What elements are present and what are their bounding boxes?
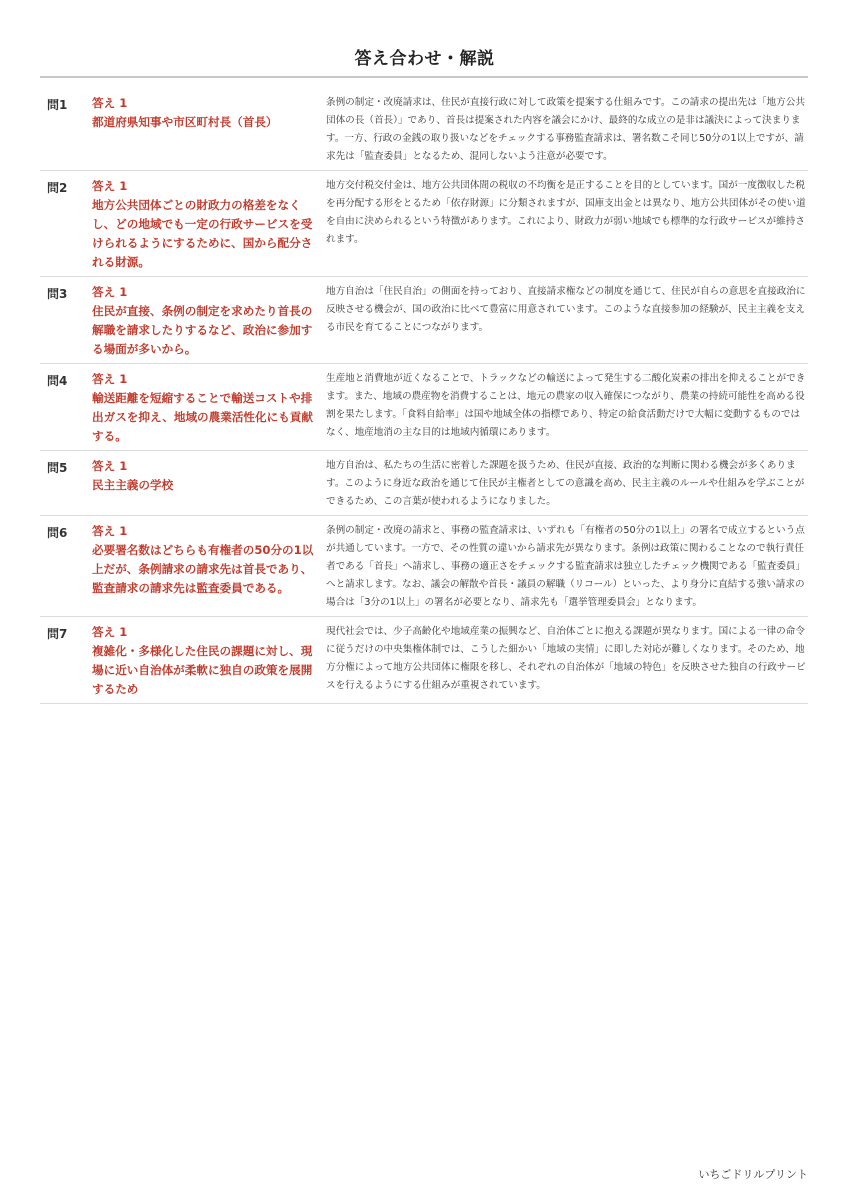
answer-block bbox=[92, 94, 326, 166]
answer-label: 答え 1 bbox=[92, 285, 128, 299]
answer-text: 都道府県知事や市区町村長（首長） bbox=[92, 115, 278, 129]
explanation-text: 地方交付税交付金は、地方公共団体間の税収の不均衡を是正することを目的としています。国が一度徴収した税を再分配する形をとるため「依存財源」に分類されますが、国庫支出金とは異なり、地方公共団体がその使い道を自由に決められるという特徴があります。これにより、財政力が弱い地域でも標準的な行政サービスが維持されます。 bbox=[326, 180, 806, 245]
question-number: 問3 bbox=[47, 287, 68, 301]
answer-block bbox=[92, 623, 326, 699]
answer-text: 民主主義の学校 bbox=[92, 478, 174, 492]
question-number: 問1 bbox=[47, 98, 68, 112]
explanation-text: 条例の制定・改廃請求は、住民が直接行政に対して政策を提案する仕組みです。この請求の提出先は「地方公共団体の長（首長）」であり、首長は提案された内容を議会にかけ、最終的な成立の是非は議決によって決まります。一方、行政の金銭の取り扱いなどをチェックする事務監査請求は、署名数こそ同じ50分の1以上ですが、請求先は「監査委員」となるため、混同しないよう注意が必要です。 bbox=[326, 97, 805, 162]
answer-row bbox=[40, 88, 808, 171]
footer-brand: いちごドリルプリント bbox=[698, 1168, 808, 1181]
explanation-text: 地方自治は、私たちの生活に密着した課題を扱うため、住民が直接、政治的な判断に関わる機会が多くあります。このように身近な政治を通じて住民が主権者としての意識を高め、民主主義のルールや仕組みを学ぶことができるため、この言葉が使われるようになりました。 bbox=[326, 460, 805, 507]
answer-label: 答え 1 bbox=[92, 459, 128, 473]
answer-text: 必要署名数はどちらも有権者の50分の1以上だが、条例請求の請求先は首長であり、監査請求の請求先は監査委員である。 bbox=[92, 543, 314, 595]
answer-text: 地方公共団体ごとの財政力の格差をなくし、どの地域でも一定の行政サービスを受けられるようにするために、国から配分される財源。 bbox=[92, 198, 313, 269]
answer-label: 答え 1 bbox=[92, 625, 128, 639]
answer-label: 答え 1 bbox=[92, 372, 128, 386]
answer-block bbox=[92, 457, 326, 511]
page-title: 答え合わせ・解説 bbox=[354, 49, 495, 69]
question-number: 問5 bbox=[47, 461, 68, 475]
answer-text: 輸送距離を短縮することで輸送コストや排出ガスを抑え、地域の農業活性化にも貢献する。 bbox=[92, 391, 313, 443]
answer-row bbox=[40, 617, 808, 704]
answer-row bbox=[40, 516, 808, 617]
explanation-text: 生産地と消費地が近くなることで、トラックなどの輸送によって発生する二酸化炭素の排出を抑えることができます。また、地域の農産物を消費することは、地元の農家の収入確保につながり、農業の持続可能性を高める役割を果たします。「食料自給率」は国や地域全体の指標であり、特定の給食活動だけで大幅に変動するものではなく、地産地消の主な目的は地域内循環にあります。 bbox=[326, 373, 806, 438]
explanation-text: 条例の制定・改廃の請求と、事務の監査請求は、いずれも「有権者の50分の1以上」の署名で成立するという点が共通しています。一方で、その性質の違いから請求先が異なります。条例は政策に関わることなので執行責任者である「首長」へ請求し、事務の適正さをチェックする監査請求は独立したチェック機関である「監査委員」へと請求します。なお、議会の解散や首長・議員の解職（リコール）といった、より身分に直結する強い請求の場合は「3分の1以上」の署名が必要となり、請求先も「選挙管理委員会」となります。 bbox=[326, 525, 806, 608]
answer-label: 答え 1 bbox=[92, 179, 128, 193]
answer-block bbox=[92, 283, 326, 359]
question-number: 問2 bbox=[47, 181, 68, 195]
answer-label: 答え 1 bbox=[92, 524, 128, 538]
explanation-text: 現代社会では、少子高齢化や地域産業の振興など、自治体ごとに抱える課題が異なります。国による一律の命令に従うだけの中央集権体制では、こうした細かい「地域の実情」に即した対応が難しくなります。そのため、地方分権によって地方公共団体に権限を移し、それぞれの自治体が「地域の特色」を反映させた独自の行政サービスを行えるようにする仕組みが重視されています。 bbox=[326, 626, 806, 691]
answer-row bbox=[40, 451, 808, 516]
answer-label: 答え 1 bbox=[92, 96, 128, 110]
title-divider bbox=[40, 76, 808, 78]
answer-block bbox=[92, 370, 326, 446]
explanation-text: 地方自治は「住民自治」の側面を持っており、直接請求権などの制度を通じて、住民が自らの意思を直接政治に反映させる機会が、国の政治に比べて豊富に用意されています。このような直接参加の経験が、民主主義を支える市民を育てることにつながります。 bbox=[326, 286, 806, 333]
question-number: 問6 bbox=[47, 526, 68, 540]
answer-text: 複雑化・多様化した住民の課題に対し、現場に近い自治体が柔軟に独自の政策を展開するため bbox=[92, 644, 313, 696]
answer-block bbox=[92, 522, 326, 612]
question-number: 問7 bbox=[47, 627, 68, 641]
answer-text: 住民が直接、条例の制定を求めたり首長の解職を請求したりするなど、政治に参加する場面が多いから。 bbox=[92, 304, 313, 356]
answer-list bbox=[40, 88, 808, 704]
answer-row bbox=[40, 171, 808, 277]
answer-row bbox=[40, 277, 808, 364]
answer-row bbox=[40, 364, 808, 451]
answer-block bbox=[92, 177, 326, 272]
question-number: 問4 bbox=[47, 374, 68, 388]
